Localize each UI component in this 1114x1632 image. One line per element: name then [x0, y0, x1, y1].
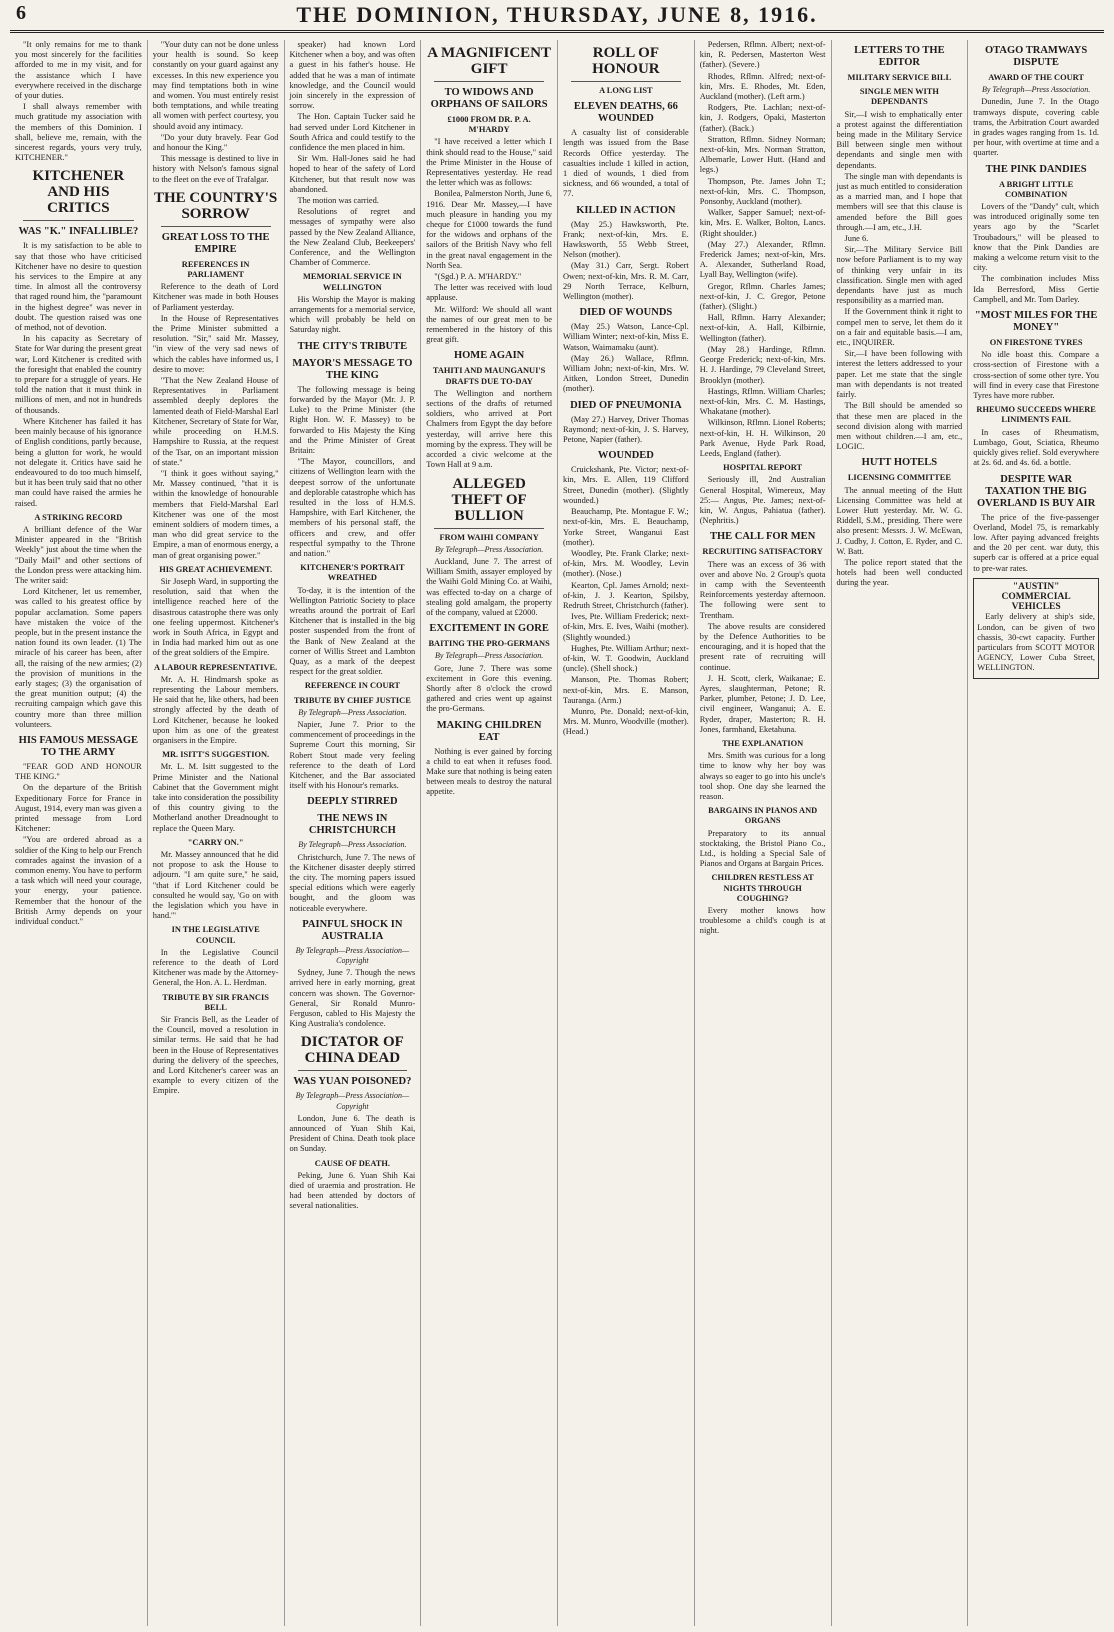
headline: DICTATOR OF CHINA DEAD — [300, 1034, 404, 1067]
paragraph: (May 28.) Hardinge, Rflmn. George Frederick; next-of-kin, Mrs. H. J. Hardinge, 79 Cleveland Street, Brooklyn (mother). — [699, 344, 826, 385]
section-heading: REFERENCES IN PARLIAMENT — [181, 259, 250, 280]
subheadline: LETTERS TO THE EDITOR — [854, 45, 945, 68]
paragraph: "(Sgd.) P. A. M'HARDY." — [434, 272, 522, 282]
headline: KITCHENER AND HIS CRITICS — [32, 168, 125, 217]
paragraph: Walker, Sapper Samuel; next-of-kin, Mrs. E. Walker, Bolton, Lancs. (Right shoulder.) — [699, 208, 826, 238]
section-heading: "CARRY ON." — [187, 837, 244, 847]
section-heading: REFERENCE IN COURT — [304, 681, 400, 691]
paragraph: The police report stated that the hotels had been well conducted during the year. — [836, 557, 963, 588]
section-heading: SINGLE MEN WITH DEPENDANTS — [859, 87, 939, 107]
paragraph: The following message is being forwarded by the Mayor (Mr. J. P. Luke) to the Prime Minister (the Right Hon. W. F. Massey) to be forwarded to His Majesty the King and the Prime Minister of Great Britain: — [289, 384, 416, 455]
subheadline: WAS "K." INFALLIBLE? — [18, 226, 139, 238]
subheadline: DIED OF PNEUMONIA — [570, 399, 682, 411]
subheadline: WAS YUAN POISONED? — [293, 1076, 412, 1088]
paragraph: Resolutions of regret and messages of sympathy were also passed by the New Zealand Alliance, the New Zealand Club, Beekeepers' Conference, and the Wellington Chamber of Commerce. — [289, 207, 416, 268]
subheadline: HOME AGAIN — [453, 350, 525, 362]
section-heading: BAITING THE PRO-GERMANS — [428, 639, 550, 649]
section-heading: TRIBUTE BY CHIEF JUSTICE — [293, 695, 411, 705]
byline: By Telegraph—Press Association. — [434, 544, 544, 554]
paragraph: A casualty list of considerable length was issued from the Base Records Office yesterday. The casualties include 1 killed in action, 1 died of wounds, 1 died from sickness, and 66 wounded, a total of 77. — [563, 128, 689, 199]
paragraph: Sydney, June 7. Though the news arrived here in early morning, great concern was shown. The Governor-General, Sir Ronald Munro-Ferguson, cabled to His Majesty the King Australia's condolence. — [289, 968, 416, 1029]
paragraph: Nothing is ever gained by forcing a child to eat when it refuses food. Make sure that nothing is being eaten between meals to destroy the natural appetite. — [426, 746, 552, 797]
paragraph: Preparatory to its annual stocktaking, the Bristol Piano Co., Ltd., is holding a Special Sale of Pianos and Organs at Bargain Prices. — [699, 828, 826, 869]
byline: By Telegraph—Press Association. — [298, 840, 407, 850]
paragraph: "FEAR GOD AND HONOUR THE KING." — [15, 761, 142, 782]
paragraph: Bonilea, Palmerston North, June 6, 1916. Dear Mr. Massey,—I have much pleasure in handing you my cheque for £1000 towards the fund for the widows and orphans of the sailors of the British Navy who fell in the great naval engagement in the North Sea. — [426, 189, 552, 270]
headline: A MAGNIFICENT GIFT — [427, 45, 551, 77]
paragraph: This message is destined to live in history with Nelson's famous signal to the fleet on the eve of Trafalgar. — [152, 154, 279, 184]
subheadline: PAINFUL SHOCK IN AUSTRALIA — [302, 918, 403, 942]
paragraph: In the House of Representatives the Prime Minister submitted a resolution. "Sir," said Mr. Massey, "in view of the very sad news of which the cables have informed us, I desire to move: — [152, 313, 279, 374]
paragraph: If the Government think it right to compel men to serve, let them do it on a fair and equitable basis.—I am, etc., INQUIRER. — [836, 307, 963, 348]
paragraph: Pedersen, Rflmn. Albert; next-of-kin, R. Pedersen, Masterton West (father). (Severe.) — [699, 40, 826, 70]
paragraph: Hastings, Rflmn. William Charles; next-of-kin, Mrs. C. M. Hastings, Whakatane (mother). — [699, 386, 826, 417]
section-heading: RECRUITING SATISFACTORY — [702, 547, 823, 557]
paragraph: Christchurch, June 7. The news of the Kitchener disaster deeply stirred the city. The morning papers issued special editions which were eagerly bought, and the gloom was noticeable everywhere. — [289, 852, 416, 913]
subheadline: TO WIDOWS AND ORPHANS OF SAILORS — [430, 87, 548, 110]
column-7 — [831, 40, 968, 1626]
paragraph: Thompson, Pte. James John T.; next-of-kin, Mrs. C. Thompson, Ponsonby, Auckland (mother). — [699, 176, 826, 207]
article-columns — [10, 40, 1104, 1626]
section-heading: £1000 FROM DR. P. A. M'HARDY — [447, 115, 531, 135]
paragraph: No idle boast this. Compare a cross-section of Firestone with a cross-section of some other tyre. You will find in every case that Firestone Tyres have more rubber. — [973, 350, 1099, 401]
page-number: 6 — [16, 2, 26, 24]
paragraph: Wilkinson, Rflmn. Lionel Roberts; next-of-kin, H. H. Wilkinson, 20 Park Avenue, Hyde Park Road, Leeds, England (father). — [699, 418, 826, 458]
paragraph: Beauchamp, Pte. Montague F. W.; next-of-kin, Mrs. E. Beauchamp, Yorke Street, Wanganui East (mother). — [563, 507, 689, 547]
subheadline: "MOST MILES FOR THE MONEY" — [974, 310, 1098, 334]
subheadline: DIED OF WOUNDS — [579, 307, 673, 319]
paragraph: Peking, June 6. Yuan Shih Kai died of uraemia and prostration. He had been attended by doctors of several nationalities. — [289, 1170, 416, 1211]
subheadline: DESPITE WAR TAXATION THE BIG OVERLAND IS BUY AIR — [976, 473, 1096, 509]
paragraph: Munro, Pte. Donald; next-of-kin, Mrs. M. Munro, Woodville (mother). (Head.) — [563, 706, 689, 737]
byline: By Telegraph—Press Association. — [298, 707, 407, 717]
byline: By Telegraph—Press Association. — [981, 85, 1091, 95]
paragraph: In his capacity as Secretary of State for War during the present great war, Lord Kitchener is credited with the foresight that enabled the country to prepare for a struggle of years. He told the nation that it must think in millions of men, and not in hundreds of thousands. — [15, 334, 142, 415]
column-1 — [10, 40, 147, 1626]
paragraph: In cases of Rheumatism, Lumbago, Gout, Sciatica, Rheumo quickly gives relief. Sold everywhere at 2s. 6d. and 4s. 6d. a bottle. — [973, 427, 1099, 468]
section-heading: RHEUMO SUCCEEDS WHERE LINIMENTS FAIL — [976, 405, 1096, 425]
paragraph: Kearton, Cpl. James Arnold; next-of-kin, J. J. Kearton, Spilsby, Redruth Street, Christchurch (father). — [563, 580, 689, 610]
paragraph: Sir Wm. Hall-Jones said he had hoped to hear of the safety of Lord Kitchener, but that result now was abandoned. — [289, 154, 416, 194]
subheadline: HUTT HOTELS — [861, 457, 938, 469]
paragraph: Rhodes, Rflmn. Alfred; next-of-kin, Mrs. E. Rhodes, Mt. Eden, Auckland (mother). (Left arm.) — [699, 71, 826, 102]
newspaper-title: THE DOMINION, THURSDAY, JUNE 8, 1916. — [296, 2, 818, 27]
subheadline: WOUNDED — [597, 450, 654, 462]
paragraph: The Wellington and northern sections of the drafts of returned soldiers, who arrived at Port Chalmers from Egypt the day before yesterday, will arrive here this morning by the express. They will be accorded a civic welcome at the Town Hall at 9 a.m. — [426, 388, 552, 470]
paragraph: The Bill should be amended so that these men are placed in the second division along with married men without children.—I am, etc., LOGIC. — [836, 401, 963, 452]
paragraph: Sir Joseph Ward, in supporting the resolution, said that when the intelligence reached here of the disastrous catastrophe there was only one feeling uppermost. Kitchener's work in South Africa, in Egypt and in India had marked him out as one of the great soldiers of the Empire. — [152, 576, 279, 658]
advertisement — [973, 578, 1099, 679]
column-6 — [694, 40, 831, 1626]
subheadline: THE CITY'S TRIBUTE — [297, 340, 408, 352]
paragraph: Stratton, Rflmn. Sidney Norman; next-of-kin, Mrs. Norman Stratton, Albemarle, Lower Hutt. (Hand and legs.) — [699, 134, 826, 175]
subheadline: DEEPLY STIRRED — [307, 796, 398, 808]
section-heading: CHILDREN RESTLESS AT NIGHTS THROUGH COUGHING? — [711, 873, 814, 903]
paragraph: Woodley, Pte. Frank Clarke; next-of-kin, Mrs. M. Woodley, Levin (mother). (Nose.) — [563, 548, 689, 579]
column-5 — [557, 40, 694, 1626]
paragraph: speaker) had known Lord Kitchener when a boy, and was often a guest in his father's house. He added that he was a man of intimate knowledge, and the Council would join sincerely in the expression of sorrow. — [289, 40, 416, 111]
section-heading: KITCHENER'S PORTRAIT WREATHED — [300, 563, 405, 583]
headline: ROLL OF HONOUR — [592, 45, 660, 77]
paragraph: Napier, June 7. Prior to the commencement of proceedings in the Supreme Court this morning, Sir Robert Stout made very feeling reference to the death of Lord Kitchener, and the Bar associated itself with his Honour's remarks. — [289, 719, 416, 791]
paragraph: To-day, it is the intention of the Wellington Patriotic Society to place wreaths around the portrait of Earl Kitchener that is installed in the big poster suspended from the front of the Bank of New Zealand at the corner of Willis Street and Lambton Quay, as a mark of the deepest respect for the great soldier. — [289, 585, 416, 677]
paragraph: A brilliant defence of the War Minister appeared in the "British Weekly" just about the time when the "Daily Mail" and other sections of the London press were attacking him. The writer said: — [15, 524, 142, 585]
paragraph: In the Legislative Council reference to the death of Lord Kitchener was made by the Attorney-General, the Hon. A. L. Herdman. — [152, 947, 279, 988]
paragraph: On the departure of the British Expeditionary Force for France in August, 1914, every man was given a printed message from Lord Kitchener: — [15, 783, 142, 834]
subheadline: THE CALL FOR MEN — [709, 531, 816, 543]
section-heading: BARGAINS IN PIANOS AND ORGANS — [708, 806, 818, 826]
paragraph: Every mother knows how troublesome a child's cough is at night. — [699, 906, 826, 936]
paragraph: The combination includes Miss Ida Berresford, Miss Gertie Campbell, and Mr. Tom Darley. — [973, 274, 1099, 304]
section-heading: THE EXPLANATION — [722, 739, 804, 748]
section-heading: AWARD OF THE COURT — [988, 73, 1085, 82]
headline: THE COUNTRY'S SORROW — [154, 189, 278, 222]
paragraph: It is my satisfaction to be able to say that those who have criticised Kitchener have no desire to question his services to the Empire at any time. In almost all the controversy that raged round him, the "paramount in the highest degree" was never in doubt. The question raised was one of method, not of devotion. — [15, 241, 142, 333]
paragraph: The above results are considered by the Defence Authorities to be encouraging, and it is hoped that the present rate of recruiting will continue. — [699, 621, 826, 672]
divider — [298, 1070, 408, 1071]
paragraph: Mrs. Smith was curious for a long time to know why her boy was always so eager to go into his uncle's tool shop. One day she learned the reason. — [699, 751, 826, 802]
paragraph: Sir,—I have been following with interest the letters addressed to your paper. Let me state that the single man with dependants is not treated fairly. — [836, 349, 963, 400]
masthead — [10, 0, 1104, 33]
subheadline: KILLED IN ACTION — [576, 204, 676, 216]
section-heading: LICENSING COMMITTEE — [847, 473, 951, 483]
subheadline: EXCITEMENT IN GORE — [429, 623, 549, 635]
paragraph: London, June 6. The death is announced of Yuan Shih Kai, President of China. Death took place on Sunday. — [289, 1113, 416, 1154]
paragraph: The letter was received with loud applause. — [426, 283, 552, 303]
section-heading: A STRIKING RECORD — [34, 512, 123, 522]
column-3 — [284, 40, 421, 1626]
paragraph: Mr. A. H. Hindmarsh spoke as representing the Labour members. He said that he, like others, had been strongly affected by the death of Lord Kitchener, because he looked upon him as one of the greatest organisers in the Empire. — [152, 674, 279, 745]
advertisement-text: Early delivery at ship's side, London, can be given of two chassis, 30-cwt capacity. Further particulars from SCOTT MOTOR AGENCY, Lower Cuba Street, WELLINGTON. — [977, 612, 1095, 673]
paragraph: His Worship the Mayor is making arrangements for a memorial service, which will probably be held on Saturday night. — [289, 294, 416, 335]
section-heading: HOSPITAL REPORT — [723, 463, 803, 473]
paragraph: Dunedin, June 7. In the Otago tramways dispute, covering cable trams, the Arbitration Court awarded in grades wages ranging from 1s. 1d. per hour, with overtime at time and a quarter. — [973, 97, 1099, 158]
subheadline: GREAT LOSS TO THE EMPIRE — [161, 231, 270, 255]
paragraph: June 6. — [844, 234, 869, 244]
paragraph: There was an excess of 36 with over and above No. 2 Group's quota in camp with the Seventeenth Reinforcements yesterday afternoon. The following were sent to Trentham. — [699, 559, 826, 620]
divider — [23, 220, 134, 221]
paragraph: (May 31.) Carr, Sergt. Robert Owen; next-of-kin, Mrs. R. M. Carr, 29 North Terrace, Kelburn, Wellington (mother). — [563, 261, 689, 302]
section-heading: HIS GREAT ACHIEVEMENT. — [159, 564, 273, 574]
advertisement-title: "AUSTIN" COMMERCIAL VEHICLES — [1001, 581, 1071, 613]
paragraph: Ives, Pte. William Frederick; next-of-kin, Mrs. E. Ives, Waihi (mother). (Slightly wounded.) — [563, 612, 689, 642]
paragraph: (May 25.) Hawksworth, Pte. Frank; next-of-kin, Mrs. E. Hawksworth, 55 Webb Street, Nelson (mother). — [563, 219, 689, 260]
divider — [434, 528, 544, 529]
column-4 — [420, 40, 557, 1626]
paragraph: Seriously ill, 2nd Australian General Hospital, Wimereux, May 25:— Angus, Pte. James; next-of-kin, W. Angus, Pahiatua (father). (Nephritis.) — [699, 475, 826, 526]
paragraph: The Hon. Captain Tucker said he had served under Lord Kitchener in South Africa and could testify to the confidence the men placed in him. — [289, 112, 416, 153]
paragraph: "The Mayor, councillors, and citizens of Wellington learn with the deepest sorrow of the unfortunate and deplorable catastrophe which has resulted in the loss of H.M.S. Hampshire, with Earl Kitchener, the members of his personal staff, the officers and crew, and offer respectful sympathy to the Throne and nation." — [289, 457, 416, 558]
section-heading: TRIBUTE BY SIR FRANCIS BELL — [162, 992, 269, 1012]
section-heading: MR. ISITT'S SUGGESTION. — [162, 750, 270, 760]
column-2 — [147, 40, 284, 1626]
paragraph: (May 26.) Wallace, Rflmn. William John; next-of-kin, Mrs. W. Aitken, London Street, Dunedin (mother). — [563, 353, 689, 394]
subheadline: ELEVEN DEATHS, 66 WOUNDED — [573, 101, 678, 125]
paragraph: "Do your duty bravely. Fear God and honour the King." — [152, 132, 279, 153]
section-heading: CAUSE OF DEATH. — [314, 1158, 390, 1168]
paragraph: (May 27.) Alexander, Rflmn. Frederick James; next-of-kin, Mrs. A. Alexander, Sutherland Road, Lyall Bay, Wellington (wife). — [699, 239, 826, 280]
paragraph: "I think it goes without saying," Mr. Massey continued, "that it is within the knowledge of honourable members that Field-Marshal Earl Kitchener was one of the most eminent soldiers of modern times, a man who did great service to the Empire, a man of enormous energy, a man of great organising power." — [152, 468, 279, 560]
subheadline: THE PINK DANDIES — [985, 163, 1087, 175]
section-heading: MEMORIAL SERVICE IN WELLINGTON — [302, 272, 402, 292]
byline: By Telegraph—Press Association—Copyright — [295, 945, 410, 966]
paragraph: Hall, Rflmn. Harry Alexander; next-of-kin, A. Hall, Kilbirnie, Wellington (father). — [699, 313, 826, 343]
subheadline: OTAGO TRAMWAYS DISPUTE — [985, 45, 1088, 68]
section-heading: A LONG LIST — [599, 86, 653, 95]
section-heading: MILITARY SERVICE BILL — [847, 73, 952, 82]
paragraph: Sir,—The Military Service Bill now before Parliament is to my way of thinking very unfair in its classification. Single men with aged dependants have just as much responsibility as a married man. — [836, 245, 963, 306]
section-heading: TAHITI AND MAUNGANUI'S DRAFTS DUE TO-DAY — [432, 366, 546, 386]
subheadline: MAKING CHILDREN EAT — [436, 719, 542, 743]
paragraph: Lord Kitchener, let us remember, was called to his greatest office by popular acclamation. Some papers have mistaken the voice of the people, but in the present instance the nation found its own leader. (1) The miracle of his career has been, after all, the raising of the new armies; (2) the provision of munitions in the early stages; (3) the organisation of the great munition output; (4) the recruiting campaign which gave this country more than three million volunteers. — [15, 587, 142, 729]
headline: ALLEGED THEFT OF BULLION — [451, 475, 527, 524]
paragraph: (May 27.) Harvey, Driver Thomas Raymond; next-of-kin, J. S. Harvey, Petone, Napier (father). — [563, 414, 689, 445]
paragraph: Mr. Massey announced that he did not propose to ask the House to adjourn. "I am quite sure," he said, "that if Lord Kitchener could be consulted he would say, 'Go on with the legislation which you have in hand.'" — [152, 850, 279, 921]
paragraph: Where Kitchener has failed it has been mainly because of his ignorance of English conditions, partly because, being a glutton for work, he would not delegate it. Critics have said he endeavoured to do too much himself, but it has been truly said that no other man could have raised the armies he raised. — [15, 416, 142, 508]
byline: By Telegraph—Press Association—Copyright — [295, 1091, 410, 1111]
subheadline: MAYOR'S MESSAGE TO THE KING — [292, 357, 413, 381]
paragraph: Gregor, Rflmn. Charles James; next-of-kin, J. C. Gregor, Petone (father). (Slight.) — [699, 281, 826, 312]
paragraph: Mr. Wilford: We should all want the names of our great men to be remembered in the history of this great gift. — [426, 304, 552, 345]
paragraph: (May 25.) Watson, Lance-Cpl. William Winter; next-of-kin, Miss E. Watson, Waimamaku (aunt). — [563, 322, 689, 352]
paragraph: Auckland, June 7. The arrest of William Smith, assayer employed by the Waihi Gold Mining Co. at Waihi, was effected to-day on a charge of stealing gold amalgam, the property of the company, valued at £2000. — [426, 556, 552, 617]
subheadline: HIS FAMOUS MESSAGE TO THE ARMY — [18, 734, 139, 758]
paragraph: Lovers of the "Dandy" cult, which was introduced originally some ten years ago by the "Scarlet Troubadours," will be pleased to know that the Pink Dandies are making a welcome return visit to the city. — [973, 202, 1099, 273]
paragraph: Mr. L. M. Isitt suggested to the Prime Minister and the National Cabinet that the Government might take into consideration the possibility of this country giving to the Motherland another Dreadnought to replace the Queen Mary. — [152, 762, 279, 833]
paragraph: "I have received a letter which I think should read to the House," said the Prime Minister in the House of Representatives yesterday. He read the letter which was as follows: — [426, 137, 552, 188]
paragraph: Sir Francis Bell, as the Leader of the Council, moved a resolution in similar terms. He said that he had been in the House of Representatives during the delivery of the speeches, and Lord Kitchener's career was an example to every citizen of the Empire. — [152, 1015, 279, 1096]
section-heading: IN THE LEGISLATIVE COUNCIL — [171, 925, 260, 945]
subheadline: THE NEWS IN CHRISTCHURCH — [308, 813, 396, 837]
byline: By Telegraph—Press Association. — [434, 651, 544, 661]
paragraph: The single man with dependants is just as much entitled to consideration as a married man, and I hope that members will see that this clause is amended before the Bill goes through.—I am, etc., J.H. — [836, 171, 963, 232]
paragraph: "It only remains for me to thank you most sincerely for the facilities afforded to me in my visit, and for the assistance which I have everywhere received in the discharge of your duties. — [15, 40, 142, 101]
paragraph: "You are ordered abroad as a soldier of the King to help our French comrades against the invasion of a common enemy. You have to perform a task which will need your courage, your energy, your patience. Remember that the honour of the British Army depends on your individual conduct." — [15, 835, 142, 927]
divider — [161, 226, 271, 227]
paragraph: Reference to the death of Lord Kitchener was made in both Houses of Parliament yesterday. — [152, 282, 279, 312]
section-heading: A BRIGHT LITTLE COMBINATION — [998, 179, 1074, 199]
divider — [434, 81, 544, 82]
column-8 — [967, 40, 1104, 1626]
section-heading: A LABOUR REPRESENTATIVE. — [154, 662, 278, 672]
paragraph: "That the New Zealand House of Representatives in Parliament assembled deeply deplores the lamented death of Field-Marshal Earl Kitchener, Secretary of State for War, while proceeding on H.M.S. Hampshire to Russia, at the request of the Tsar, on an important mission of state." — [152, 376, 279, 467]
paragraph: Sir,—I wish to emphatically enter a protest against the differentiation being made in the Military Service Bill between single men without dependants and single men with dependants. — [836, 109, 963, 170]
paragraph: The annual meeting of the Hutt Licensing Committee was held at Lower Hutt yesterday. Mr. W. G. Riddell, S.M., presiding. There were also present: Messrs. J. W. McEwan, J. Cudby, J. Cotton, E. Ryder, and C. W. Batt. — [836, 485, 963, 556]
section-heading: FROM WAIHI COMPANY — [439, 532, 539, 542]
paragraph: I shall always remember with much gratitude my association with the members of this Dominion. I shall, believe me, remain, with the sincerest regards, yours very truly, KITCHENER." — [15, 102, 142, 163]
paragraph: Gore, June 7. There was some excitement in Gore this evening. Shortly after 8 o'clock the crowd gathered and cries went up against the pro-Germans. — [426, 663, 552, 714]
section-heading: ON FIRESTONE TYRES — [989, 338, 1083, 348]
paragraph: J. H. Scott, clerk, Waikanae; E. Ayres, slaughterman, Petone; R. Parker, plumber, Petone; J. D. Lee, civil engineer, Wanganui; A. E. Ryder, draper, Masterton; R. H. Jones, farmhand, Eketahuna. — [699, 673, 826, 734]
paragraph: The motion was carried. — [297, 196, 379, 206]
paragraph: Cruickshank, Pte. Victor; next-of-kin, Mrs. E. Allen, 119 Clifford Street, Dunedin (mother). (Slightly wounded.) — [563, 465, 689, 505]
paragraph: Hughes, Pte. William Arthur; next-of-kin, W. T. Goodwin, Auckland (uncle). (Shell shock.) — [563, 643, 689, 674]
paragraph: "Your duty can not be done unless your health is sound. So keep constantly on your guard against any excesses. In this new experience you may find temptations both in wine and women. You must entirely resist both temptations, and while treating all women with perfect courtesy, you should avoid any intimacy. — [152, 40, 279, 131]
divider — [571, 81, 681, 82]
paragraph: Rodgers, Pte. Lachlan; next-of-kin, J. Rodgers, Opaki, Masterton (father). (Back.) — [699, 103, 826, 133]
paragraph: Manson, Pte. Thomas Robert; next-of-kin, Mrs. E. Manson, Tauranga. (Arm.) — [563, 675, 689, 705]
paragraph: The price of the five-passenger Overland, Model 75, is remarkably low. After paying advanced freights and the 20 per cent. war duty, this superb car is offered at a price equal to pre-war rates. — [973, 512, 1099, 573]
